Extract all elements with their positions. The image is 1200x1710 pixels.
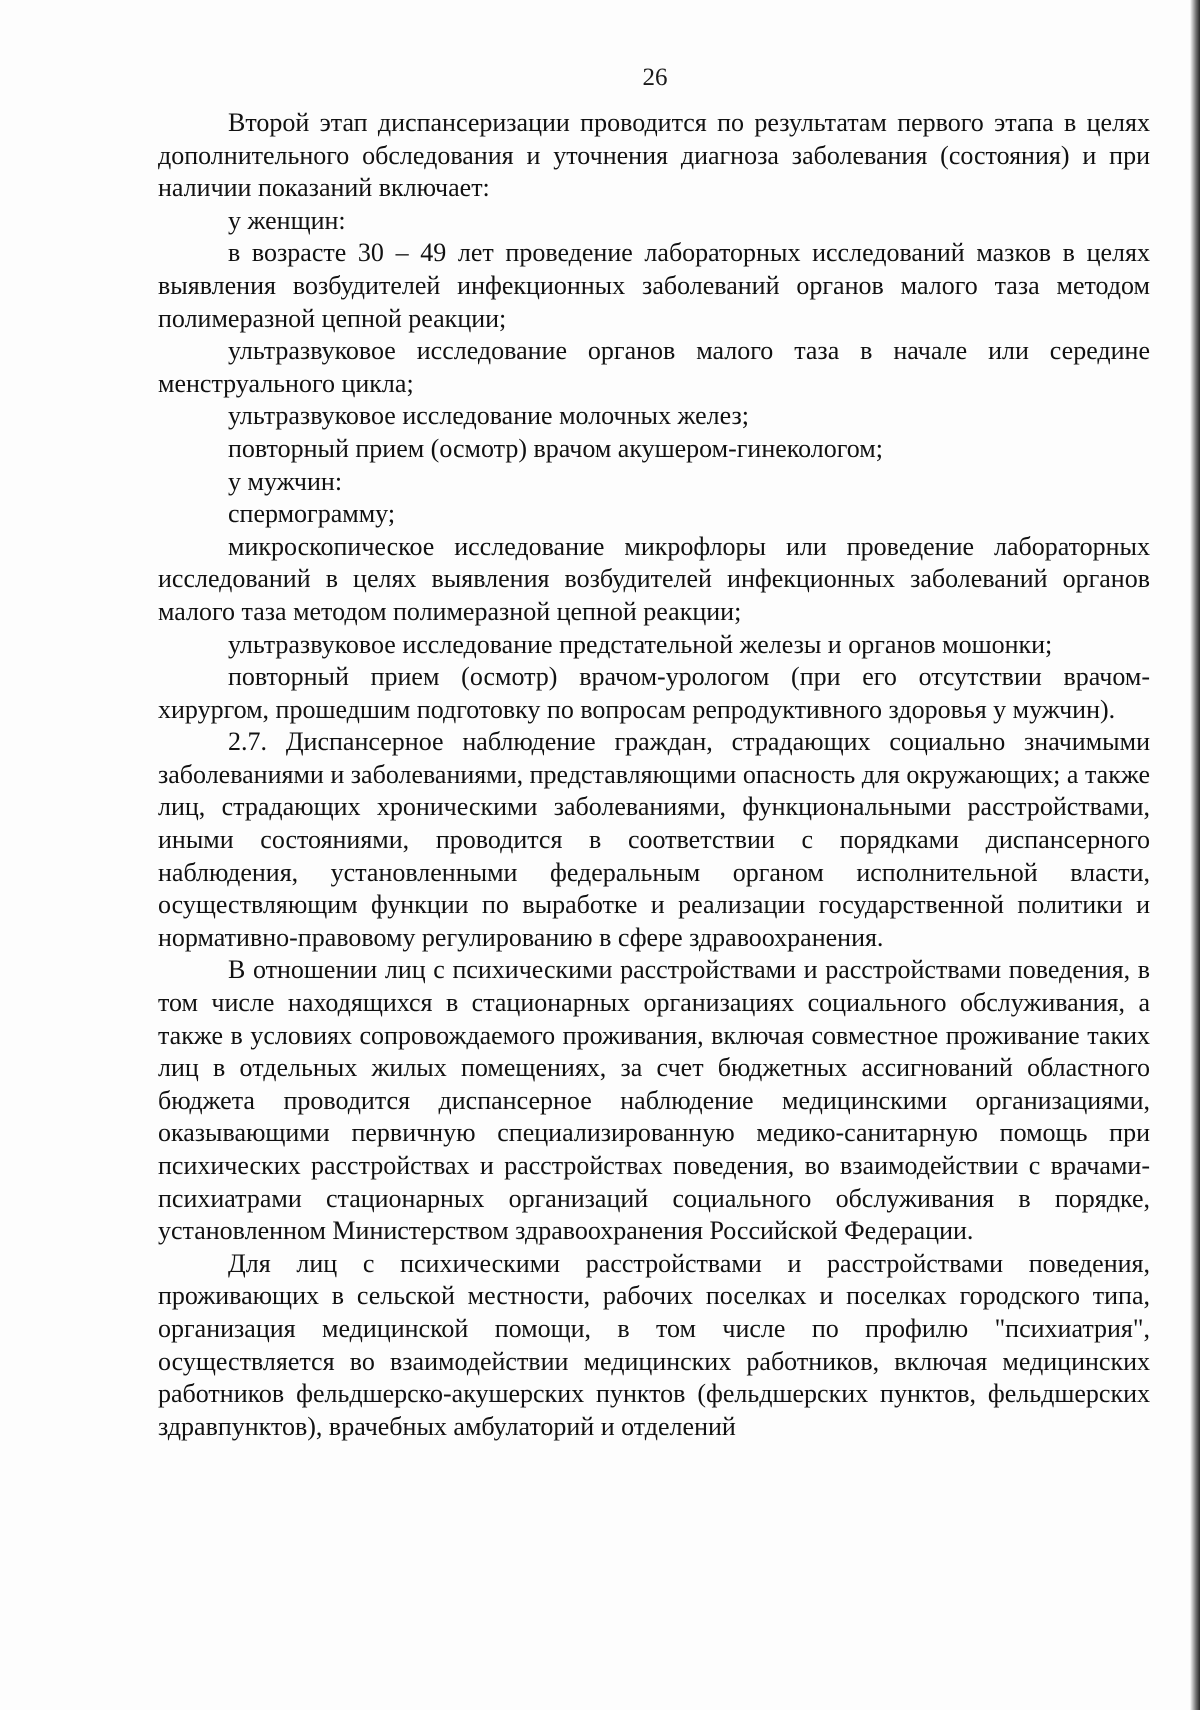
paragraph-prostate-ultrasound: ультразвуковое исследование предстательной железы и органов мошонки; (228, 629, 1053, 659)
paragraph-for-men: у мужчин: (228, 466, 343, 496)
paragraph-urologist-revisit: повторный прием (осмотр) врачом-урологом (при его отсутствии врачом-хирургом, прошедшим подготовку по вопросам репродуктивного здоровья у мужчин). (158, 662, 1150, 724)
paragraph-pelvic-ultrasound: ультразвуковое исследование органов малого таза в начале или середине менструального цикла; (158, 336, 1150, 398)
paragraph-second-stage-intro: Второй этап диспансеризации проводится по результатам первого этапа в целях дополнительного обследования и уточнения диагноза заболевания (состояния) и при наличии показаний включает: (158, 108, 1150, 203)
paragraph-for-women: у женщин: (228, 205, 346, 235)
paragraph-spermogram: спермограмму; (228, 499, 396, 529)
page-number: 26 (642, 64, 668, 91)
paragraph-age-30-49-smear: в возрасте 30 – 49 лет проведение лабораторных исследований мазков в целях выявления возбудителей инфекционных заболеваний органов малого таза методом полимеразной цепной реакции; (158, 238, 1150, 333)
paragraph-microflora-study: микроскопическое исследование микрофлоры или проведение лабораторных исследований в целях выявления возбудителей инфекционных заболеваний органов малого таза методом полимеразной цепной реакции; (158, 531, 1150, 626)
paragraph-breast-ultrasound: ультразвуковое исследование молочных желез; (228, 401, 749, 431)
scan-edge-shadow (1190, 0, 1200, 1710)
paragraph-gynecologist-revisit: повторный прием (осмотр) врачом акушером-гинекологом; (228, 433, 883, 463)
paragraph-mental-disorders-observation: В отношении лиц с психическими расстройствами и расстройствами поведения, в том числе находящихся в стационарных организациях социального обслуживания, а также в условиях сопровождаемого проживания, включая совместное проживание таких лиц в отдельных жилых помещениях, за счет бюджетных ассигнований областного бюджета проводится диспансерное наблюдение медицинскими организациями, оказывающими первичную специализированную медико-санитарную помощь при психических расстройствах и расстройствах поведения, во взаимодействии с врачами-психиатрами стационарных организаций социального обслуживания в порядке, установленном Министерством здравоохранения Российской Федерации. (158, 955, 1150, 1246)
document-body (158, 107, 1150, 1443)
paragraph-rural-mental-care: Для лиц с психическими расстройствами и расстройствами поведения, проживающих в сельской местности, рабочих поселках и поселках городского типа, организация медицинской помощи, в том числе по профилю "психиатрия", осуществляется во взаимодействии медицинских работников, включая медицинских работников фельдшерско-акушерских пунктов (фельдшерских пунктов, фельдшерских здравпунктов), врачебных амбулаторий и отделений (158, 1248, 1150, 1441)
paragraph-section-2-7: 2.7. Диспансерное наблюдение граждан, страдающих социально значимыми заболеваниями и заболеваниями, представляющими опасность для окружающих; а также лиц, страдающих хроническими заболеваниями, функциональными расстройствами, иными состояниями, проводится в соответствии с порядками диспансерного наблюдения, установленными федеральным органом исполнительной власти, осуществляющим функции по выработке и реализации государственной политики и нормативно-правовому регулированию в сфере здравоохранения. (158, 727, 1150, 952)
